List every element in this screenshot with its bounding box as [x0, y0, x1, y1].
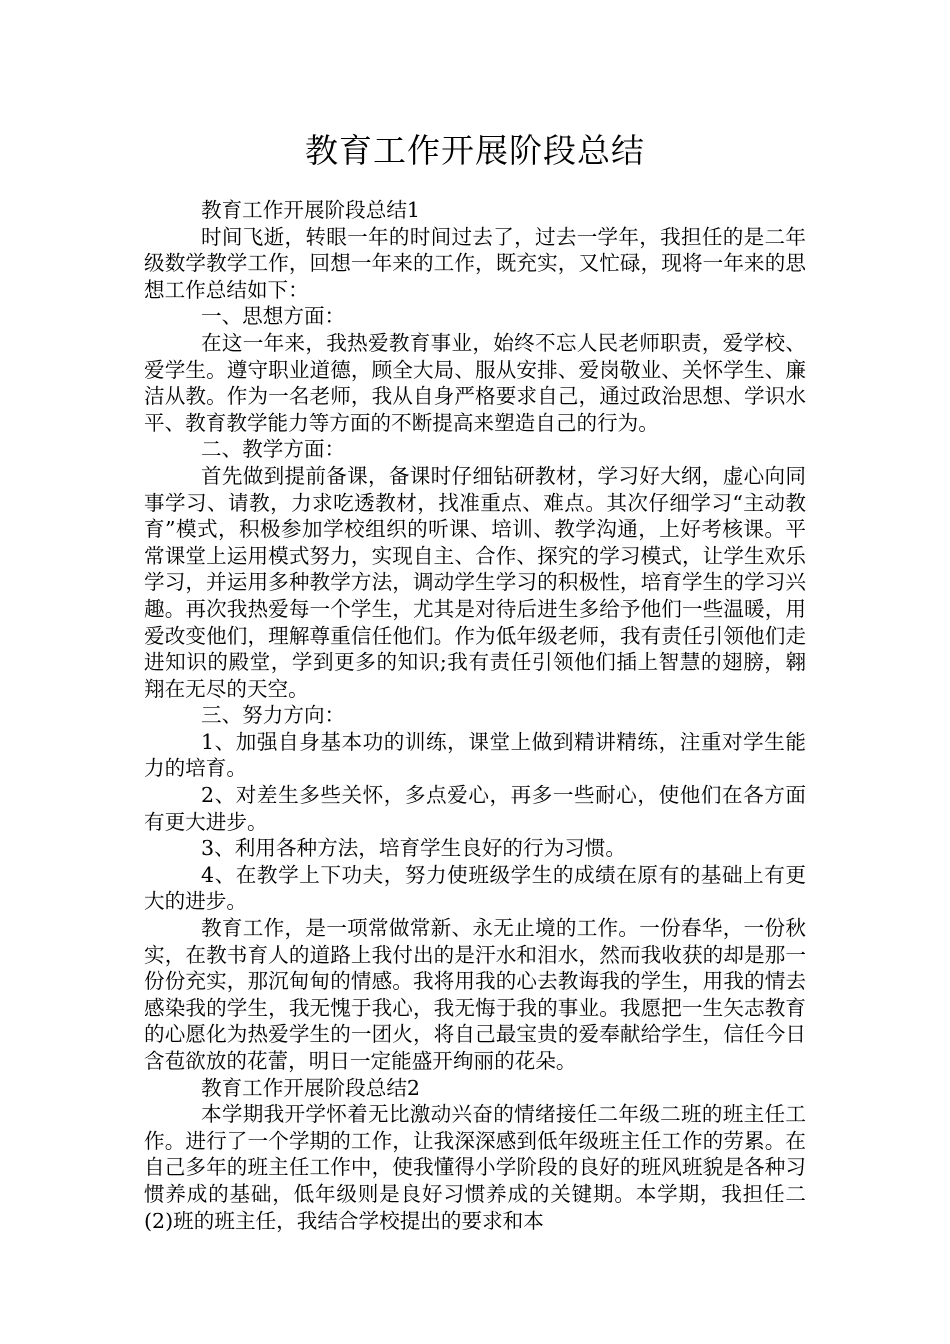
subheading-effort: 三、努力方向： [201, 703, 346, 728]
intro-paragraph: 时间飞逝，转眼一年的时间过去了，过去一学年，我担任的是二年级数学教学工作，回想一年来的工作，既充实，又忙碌，现将一年来的思想工作总结如下： [144, 224, 806, 302]
section2-paragraph: 本学期我开学怀着无比激动兴奋的情绪接任二年级二班的班主任工作。进行了一个学期的工作，让我深深感到低年级班主任工作的劳累。在自己多年的班主任工作中，使我懂得小学阶段的良好的班风班貌是各种习惯养成的基础，低年级则是良好习惯养成的关键期。本学期，我担任二(2)班的班主任，我结合学校提出的要求和本 [144, 1102, 806, 1233]
section-heading-1: 教育工作开展阶段总结1 [201, 198, 421, 222]
document-title: 教育工作开展阶段总结 [305, 131, 645, 170]
document-body [144, 197, 806, 1234]
effort-item-2: 2、对差生多些关怀，多点爱心，再多一些耐心，使他们在各方面有更大进步。 [144, 783, 806, 834]
closing-paragraph: 教育工作，是一项常做常新、永无止境的工作。一份春华，一份秋实，在教书育人的道路上我付出的是汗水和泪水，然而我收获的却是那一份份充实，那沉甸甸的情感。我将用我的心去教诲我的学生，用我的情去感染我的学生，我无愧于我心，我无悔于我的事业。我愿把一生矢志教育的心愿化为热爱学生的一团火，将自己最宝贵的爱奉献给学生，信任今日含苞欲放的花蕾，明日一定能盛开绚丽的花朵。 [144, 916, 806, 1073]
teaching-paragraph: 首先做到提前备课，备课时仔细钻研教材，学习好大纲，虚心向同事学习、请教，力求吃透教材，找准重点、难点。其次仔细学习“主动教育”模式，积极参加学校组织的听课、培训、教学沟通，上好考核课。平常课堂上运用模式努力，实现自主、合作、探究的学习模式，让学生欢乐学习，并运用多种教学方法，调动学生学习的积极性，培育学生的学习兴趣。再次我热爱每一个学生，尤其是对待后进生多给予他们一些温暖，用爱改变他们，理解尊重信任他们。作为低年级老师，我有责任引领他们走进知识的殿堂，学到更多的知识;我有责任引领他们插上智慧的翅膀，翱翔在无尽的天空。 [144, 463, 806, 701]
subheading-teaching: 二、教学方面： [201, 437, 346, 462]
subheading-thought: 一、思想方面： [201, 304, 346, 329]
thought-paragraph: 在这一年来，我热爱教育事业，始终不忘人民老师职责，爱学校、爱学生。遵守职业道德，顾全大局、服从安排、爱岗敬业、关怀学生、廉洁从教。作为一名老师，我从自身严格要求自己，通过政治思想、学识水平、教育教学能力等方面的不断提高来塑造自己的行为。 [144, 330, 806, 435]
effort-item-3: 3、利用各种方法，培育学生良好的行为习惯。 [201, 836, 626, 861]
effort-item-4: 4、在教学上下功夫，努力使班级学生的成绩在原有的基础上有更大的进步。 [144, 862, 806, 914]
section-heading-2: 教育工作开展阶段总结2 [201, 1075, 421, 1100]
effort-item-1: 1、加强自身基本功的训练，课堂上做到精讲精练，注重对学生能力的培育。 [144, 729, 806, 781]
